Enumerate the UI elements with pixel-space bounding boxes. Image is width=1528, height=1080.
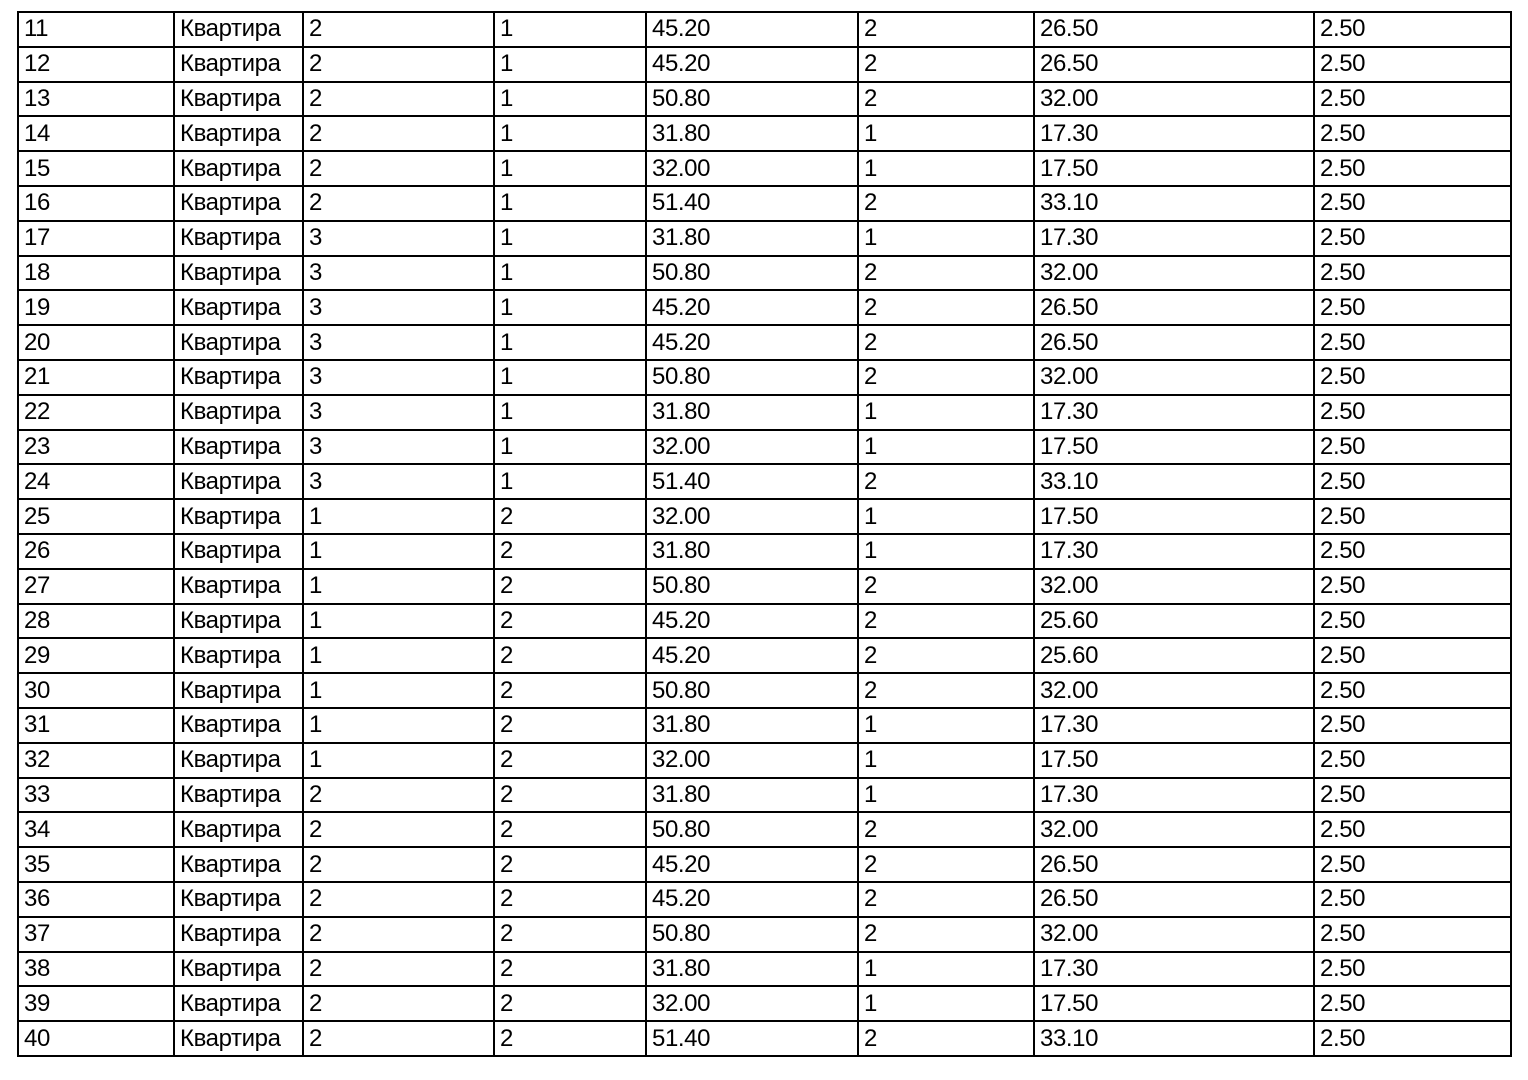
table-cell: 2.50 xyxy=(1314,256,1511,291)
table-cell: 1 xyxy=(858,221,1034,256)
table-cell: 32.00 xyxy=(1034,82,1314,117)
table-cell: 2 xyxy=(303,986,494,1021)
table-cell: 1 xyxy=(303,708,494,743)
table-cell: 22 xyxy=(18,395,174,430)
table-cell: 32.00 xyxy=(646,430,858,465)
table-cell: Квартира xyxy=(174,290,303,325)
table-cell: Квартира xyxy=(174,186,303,221)
table-cell: 1 xyxy=(494,325,646,360)
table-cell: 32.00 xyxy=(1034,256,1314,291)
table-cell: 32.00 xyxy=(646,499,858,534)
table-cell: 2.50 xyxy=(1314,464,1511,499)
table-cell: 25 xyxy=(18,499,174,534)
table-cell: 51.40 xyxy=(646,464,858,499)
table-cell: 3 xyxy=(303,256,494,291)
table-cell: 2 xyxy=(494,986,646,1021)
table-cell: 1 xyxy=(494,360,646,395)
table-cell: 31.80 xyxy=(646,778,858,813)
table-cell: 2.50 xyxy=(1314,778,1511,813)
table-cell: 2 xyxy=(494,882,646,917)
table-cell: 45.20 xyxy=(646,290,858,325)
table-cell: Квартира xyxy=(174,360,303,395)
table-cell: 26.50 xyxy=(1034,47,1314,82)
table-cell: 2 xyxy=(494,673,646,708)
table-cell: 2.50 xyxy=(1314,395,1511,430)
table-cell: 1 xyxy=(494,256,646,291)
table-row xyxy=(18,325,1511,360)
table-row xyxy=(18,116,1511,151)
table-cell: Квартира xyxy=(174,743,303,778)
table-cell: 2.50 xyxy=(1314,116,1511,151)
table-cell: 2 xyxy=(303,116,494,151)
table-cell: 2 xyxy=(858,82,1034,117)
table-cell: 45.20 xyxy=(646,847,858,882)
table-cell: 2.50 xyxy=(1314,430,1511,465)
table-cell: 2 xyxy=(303,1021,494,1056)
table-cell: 2 xyxy=(858,847,1034,882)
apartments-table xyxy=(17,11,1512,1057)
table-cell: 3 xyxy=(303,325,494,360)
table-cell: 2 xyxy=(858,812,1034,847)
table-cell: 2 xyxy=(858,1021,1034,1056)
table-cell: 13 xyxy=(18,82,174,117)
table-cell: 31.80 xyxy=(646,221,858,256)
table-row xyxy=(18,186,1511,221)
table-cell: 32.00 xyxy=(1034,569,1314,604)
table-cell: 50.80 xyxy=(646,917,858,952)
table-cell: Квартира xyxy=(174,325,303,360)
table-cell: 17.50 xyxy=(1034,499,1314,534)
table-row xyxy=(18,360,1511,395)
table-cell: 17 xyxy=(18,221,174,256)
table-cell: 1 xyxy=(494,186,646,221)
table-cell: 30 xyxy=(18,673,174,708)
table-cell: Квартира xyxy=(174,12,303,47)
table-row xyxy=(18,917,1511,952)
table-row xyxy=(18,499,1511,534)
table-cell: 3 xyxy=(303,221,494,256)
table-cell: 3 xyxy=(303,360,494,395)
table-cell: 1 xyxy=(494,82,646,117)
table-cell: 26.50 xyxy=(1034,12,1314,47)
table-cell: 2 xyxy=(494,708,646,743)
table-cell: Квартира xyxy=(174,256,303,291)
table-cell: Квартира xyxy=(174,952,303,987)
table-cell: 1 xyxy=(303,569,494,604)
table-cell: Квартира xyxy=(174,534,303,569)
table-cell: 17.30 xyxy=(1034,778,1314,813)
table-cell: 2.50 xyxy=(1314,82,1511,117)
table-cell: 32.00 xyxy=(1034,360,1314,395)
table-cell: Квартира xyxy=(174,499,303,534)
table-cell: Квартира xyxy=(174,221,303,256)
table-cell: 2 xyxy=(494,604,646,639)
table-cell: 17.30 xyxy=(1034,395,1314,430)
table-cell: 1 xyxy=(858,743,1034,778)
table-row xyxy=(18,778,1511,813)
table-cell: 45.20 xyxy=(646,12,858,47)
table-row xyxy=(18,430,1511,465)
table-cell: 31.80 xyxy=(646,708,858,743)
table-cell: 51.40 xyxy=(646,1021,858,1056)
table-cell: 1 xyxy=(494,395,646,430)
table-cell: 2.50 xyxy=(1314,569,1511,604)
table-cell: 33.10 xyxy=(1034,464,1314,499)
table-cell: 50.80 xyxy=(646,673,858,708)
table-cell: 1 xyxy=(858,430,1034,465)
table-cell: 17.30 xyxy=(1034,116,1314,151)
table-cell: 26.50 xyxy=(1034,290,1314,325)
apartments-table-body xyxy=(18,12,1511,1056)
table-cell: 20 xyxy=(18,325,174,360)
table-row xyxy=(18,1021,1511,1056)
table-cell: 2 xyxy=(303,151,494,186)
table-cell: 2.50 xyxy=(1314,708,1511,743)
table-cell: 34 xyxy=(18,812,174,847)
table-cell: 17.50 xyxy=(1034,986,1314,1021)
table-cell: 17.50 xyxy=(1034,151,1314,186)
table-cell: 2 xyxy=(303,917,494,952)
table-row xyxy=(18,290,1511,325)
table-cell: 2 xyxy=(303,847,494,882)
table-cell: 50.80 xyxy=(646,256,858,291)
table-cell: 26.50 xyxy=(1034,882,1314,917)
table-cell: 1 xyxy=(858,395,1034,430)
table-cell: 40 xyxy=(18,1021,174,1056)
table-cell: 16 xyxy=(18,186,174,221)
table-cell: 3 xyxy=(303,430,494,465)
table-cell: 1 xyxy=(494,290,646,325)
table-cell: 2 xyxy=(858,464,1034,499)
table-row xyxy=(18,673,1511,708)
table-row xyxy=(18,847,1511,882)
table-cell: 3 xyxy=(303,395,494,430)
table-cell: 2.50 xyxy=(1314,12,1511,47)
table-cell: 2.50 xyxy=(1314,952,1511,987)
table-cell: 29 xyxy=(18,638,174,673)
table-cell: 32 xyxy=(18,743,174,778)
table-cell: Квартира xyxy=(174,847,303,882)
table-cell: 2 xyxy=(858,917,1034,952)
table-row xyxy=(18,604,1511,639)
table-cell: 27 xyxy=(18,569,174,604)
table-cell: 1 xyxy=(494,47,646,82)
table-cell: 2 xyxy=(494,1021,646,1056)
table-cell: 2 xyxy=(858,673,1034,708)
table-cell: 32.00 xyxy=(646,743,858,778)
table-row xyxy=(18,256,1511,291)
table-cell: 39 xyxy=(18,986,174,1021)
table-cell: 2 xyxy=(303,12,494,47)
table-cell: 2.50 xyxy=(1314,812,1511,847)
table-cell: 33 xyxy=(18,778,174,813)
table-cell: 45.20 xyxy=(646,47,858,82)
table-cell: 2.50 xyxy=(1314,847,1511,882)
table-cell: 2.50 xyxy=(1314,151,1511,186)
table-row xyxy=(18,82,1511,117)
table-cell: Квартира xyxy=(174,116,303,151)
table-cell: 1 xyxy=(858,778,1034,813)
table-cell: 2.50 xyxy=(1314,882,1511,917)
table-cell: 2.50 xyxy=(1314,360,1511,395)
table-cell: 15 xyxy=(18,151,174,186)
table-cell: 2 xyxy=(858,186,1034,221)
table-cell: 1 xyxy=(303,534,494,569)
table-cell: 2 xyxy=(494,743,646,778)
table-cell: Квартира xyxy=(174,673,303,708)
table-cell: 2.50 xyxy=(1314,673,1511,708)
table-row xyxy=(18,221,1511,256)
table-cell: Квартира xyxy=(174,1021,303,1056)
table-cell: 23 xyxy=(18,430,174,465)
table-cell: 2 xyxy=(494,917,646,952)
table-cell: 2.50 xyxy=(1314,604,1511,639)
table-cell: 2 xyxy=(303,47,494,82)
table-cell: 3 xyxy=(303,464,494,499)
table-cell: 17.30 xyxy=(1034,952,1314,987)
table-cell: 21 xyxy=(18,360,174,395)
table-cell: 17.30 xyxy=(1034,534,1314,569)
table-cell: 2 xyxy=(494,812,646,847)
table-cell: 18 xyxy=(18,256,174,291)
table-cell: 1 xyxy=(858,499,1034,534)
table-cell: 1 xyxy=(858,708,1034,743)
table-cell: 2 xyxy=(494,847,646,882)
table-cell: 1 xyxy=(858,116,1034,151)
table-cell: 2.50 xyxy=(1314,290,1511,325)
table-cell: Квартира xyxy=(174,882,303,917)
table-cell: 3 xyxy=(303,290,494,325)
table-cell: 17.50 xyxy=(1034,430,1314,465)
table-cell: 24 xyxy=(18,464,174,499)
table-cell: 19 xyxy=(18,290,174,325)
table-cell: 2.50 xyxy=(1314,986,1511,1021)
table-cell: 1 xyxy=(858,986,1034,1021)
table-row xyxy=(18,986,1511,1021)
table-cell: 37 xyxy=(18,917,174,952)
table-cell: 2 xyxy=(494,952,646,987)
table-cell: 2.50 xyxy=(1314,743,1511,778)
table-cell: 25.60 xyxy=(1034,604,1314,639)
table-cell: 1 xyxy=(303,499,494,534)
table-cell: 38 xyxy=(18,952,174,987)
table-cell: 45.20 xyxy=(646,882,858,917)
table-cell: 2 xyxy=(858,569,1034,604)
table-cell: 25.60 xyxy=(1034,638,1314,673)
table-cell: 1 xyxy=(858,534,1034,569)
table-cell: 1 xyxy=(858,151,1034,186)
table-cell: 2 xyxy=(303,186,494,221)
table-row xyxy=(18,743,1511,778)
table-cell: 2 xyxy=(858,604,1034,639)
table-row xyxy=(18,708,1511,743)
table-cell: 2.50 xyxy=(1314,1021,1511,1056)
table-cell: 2 xyxy=(858,360,1034,395)
table-cell: 45.20 xyxy=(646,325,858,360)
table-cell: 12 xyxy=(18,47,174,82)
table-cell: 2 xyxy=(303,952,494,987)
table-cell: Квартира xyxy=(174,708,303,743)
table-cell: 2 xyxy=(494,569,646,604)
table-cell: Квартира xyxy=(174,395,303,430)
table-cell: Квартира xyxy=(174,986,303,1021)
table-row xyxy=(18,12,1511,47)
table-row xyxy=(18,395,1511,430)
table-row xyxy=(18,638,1511,673)
table-cell: 45.20 xyxy=(646,638,858,673)
table-cell: 2 xyxy=(858,47,1034,82)
table-row xyxy=(18,464,1511,499)
table-row xyxy=(18,882,1511,917)
table-cell: 2 xyxy=(494,499,646,534)
table-cell: 31 xyxy=(18,708,174,743)
table-cell: 26 xyxy=(18,534,174,569)
table-cell: 1 xyxy=(494,464,646,499)
table-cell: Квартира xyxy=(174,638,303,673)
table-cell: 32.00 xyxy=(646,151,858,186)
table-cell: 2 xyxy=(494,638,646,673)
table-cell: 11 xyxy=(18,12,174,47)
table-cell: 26.50 xyxy=(1034,325,1314,360)
table-cell: 2.50 xyxy=(1314,534,1511,569)
table-cell: Квартира xyxy=(174,917,303,952)
table-cell: 2 xyxy=(303,82,494,117)
table-cell: 2.50 xyxy=(1314,917,1511,952)
table-cell: 1 xyxy=(858,952,1034,987)
table-cell: 33.10 xyxy=(1034,186,1314,221)
table-cell: 2 xyxy=(303,882,494,917)
table-cell: 2 xyxy=(858,256,1034,291)
table-row xyxy=(18,952,1511,987)
table-cell: 2 xyxy=(303,778,494,813)
table-cell: 51.40 xyxy=(646,186,858,221)
table-cell: 2.50 xyxy=(1314,638,1511,673)
table-cell: Квартира xyxy=(174,569,303,604)
table-cell: 14 xyxy=(18,116,174,151)
table-cell: 2 xyxy=(858,12,1034,47)
table-cell: 17.50 xyxy=(1034,743,1314,778)
table-cell: 31.80 xyxy=(646,395,858,430)
table-cell: 1 xyxy=(494,12,646,47)
table-cell: Квартира xyxy=(174,430,303,465)
table-cell: 2 xyxy=(858,638,1034,673)
table-cell: 50.80 xyxy=(646,569,858,604)
table-cell: 2 xyxy=(858,325,1034,360)
table-cell: 2.50 xyxy=(1314,325,1511,360)
table-cell: Квартира xyxy=(174,812,303,847)
table-row xyxy=(18,812,1511,847)
table-cell: 2.50 xyxy=(1314,47,1511,82)
table-cell: 1 xyxy=(303,638,494,673)
table-cell: 33.10 xyxy=(1034,1021,1314,1056)
table-cell: 32.00 xyxy=(1034,812,1314,847)
table-cell: 1 xyxy=(494,221,646,256)
table-cell: 36 xyxy=(18,882,174,917)
table-cell: 1 xyxy=(494,430,646,465)
table-cell: 2 xyxy=(303,812,494,847)
table-cell: 31.80 xyxy=(646,534,858,569)
table-cell: 1 xyxy=(303,673,494,708)
table-cell: Квартира xyxy=(174,604,303,639)
table-row xyxy=(18,151,1511,186)
table-cell: 32.00 xyxy=(646,986,858,1021)
table-cell: 31.80 xyxy=(646,952,858,987)
table-cell: 2 xyxy=(494,778,646,813)
table-cell: 50.80 xyxy=(646,812,858,847)
table-cell: Квартира xyxy=(174,82,303,117)
table-row xyxy=(18,47,1511,82)
table-cell: 1 xyxy=(303,743,494,778)
table-cell: 2.50 xyxy=(1314,186,1511,221)
table-cell: 1 xyxy=(303,604,494,639)
table-cell: Квартира xyxy=(174,778,303,813)
table-cell: 2 xyxy=(858,882,1034,917)
table-cell: 1 xyxy=(494,116,646,151)
table-row xyxy=(18,534,1511,569)
table-cell: 35 xyxy=(18,847,174,882)
table-cell: 2.50 xyxy=(1314,221,1511,256)
table-cell: 2.50 xyxy=(1314,499,1511,534)
table-row xyxy=(18,569,1511,604)
table-cell: 50.80 xyxy=(646,82,858,117)
table-cell: Квартира xyxy=(174,151,303,186)
table-cell: 17.30 xyxy=(1034,708,1314,743)
table-cell: 31.80 xyxy=(646,116,858,151)
table-cell: 32.00 xyxy=(1034,673,1314,708)
table-cell: 26.50 xyxy=(1034,847,1314,882)
table-cell: 2 xyxy=(858,290,1034,325)
table-cell: 28 xyxy=(18,604,174,639)
table-cell: 1 xyxy=(494,151,646,186)
table-cell: 32.00 xyxy=(1034,917,1314,952)
table-cell: 17.30 xyxy=(1034,221,1314,256)
table-cell: 50.80 xyxy=(646,360,858,395)
table-cell: Квартира xyxy=(174,464,303,499)
table-cell: Квартира xyxy=(174,47,303,82)
table-cell: 2 xyxy=(494,534,646,569)
table-cell: 45.20 xyxy=(646,604,858,639)
